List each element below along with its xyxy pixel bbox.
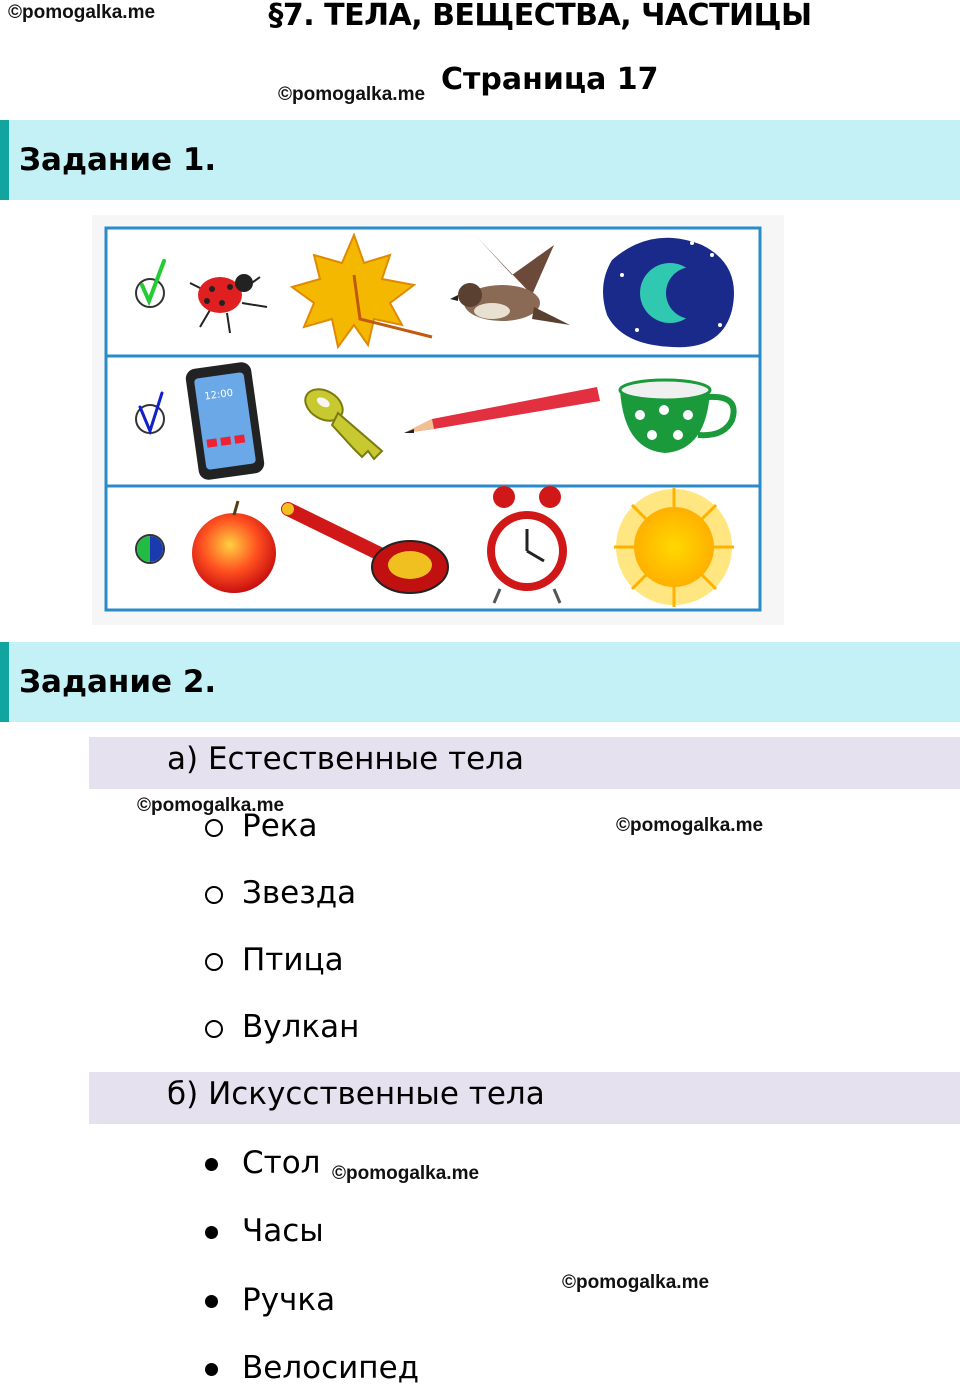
list-item: Звезда <box>205 875 356 911</box>
list-item: Ручка <box>205 1282 335 1318</box>
list-item: Вулкан <box>205 1009 359 1045</box>
watermark: ©pomogalka.me <box>332 1163 480 1184</box>
natural-bodies-header <box>89 737 960 789</box>
list-item: Птица <box>205 942 344 978</box>
task-1-header <box>0 120 960 200</box>
list-item: Река <box>205 808 318 844</box>
task-2-header <box>0 642 960 722</box>
page-title: §7. ТЕЛА, ВЕЩЕСТВА, ЧАСТИЦЫ <box>268 0 812 33</box>
natural-bodies-heading: а) Естественные тела <box>167 741 525 777</box>
phone-time: 12:00 <box>203 387 234 403</box>
moon-night-icon <box>603 238 734 347</box>
task-1-label: Задание 1. <box>19 142 217 178</box>
page-number: Страница 17 <box>441 62 659 97</box>
filled-bullet-icon <box>205 1158 218 1171</box>
hollow-bullet-icon <box>205 886 223 904</box>
list-item: Стол <box>205 1145 320 1181</box>
filled-bullet-icon <box>205 1226 218 1239</box>
list-item: Велосипед <box>205 1350 419 1386</box>
list-item: Часы <box>205 1213 324 1249</box>
colored-circle-icon <box>136 535 164 563</box>
hollow-bullet-icon <box>205 1020 223 1038</box>
watermark: ©pomogalka.me <box>278 84 426 105</box>
task-2-label: Задание 2. <box>19 664 217 700</box>
artificial-bodies-header <box>89 1072 960 1124</box>
hollow-bullet-icon <box>205 953 223 971</box>
watermark: ©pomogalka.me <box>137 795 285 816</box>
sun-icon <box>614 487 734 607</box>
watermark: ©pomogalka.me <box>616 815 764 836</box>
filled-bullet-icon <box>205 1295 218 1308</box>
filled-bullet-icon <box>205 1363 218 1376</box>
watermark: ©pomogalka.me <box>562 1272 710 1293</box>
task-1-illustration <box>92 215 784 625</box>
watermark: ©pomogalka.me <box>8 2 156 23</box>
hollow-bullet-icon <box>205 819 223 837</box>
artificial-bodies-heading: б) Искусственные тела <box>167 1076 545 1112</box>
